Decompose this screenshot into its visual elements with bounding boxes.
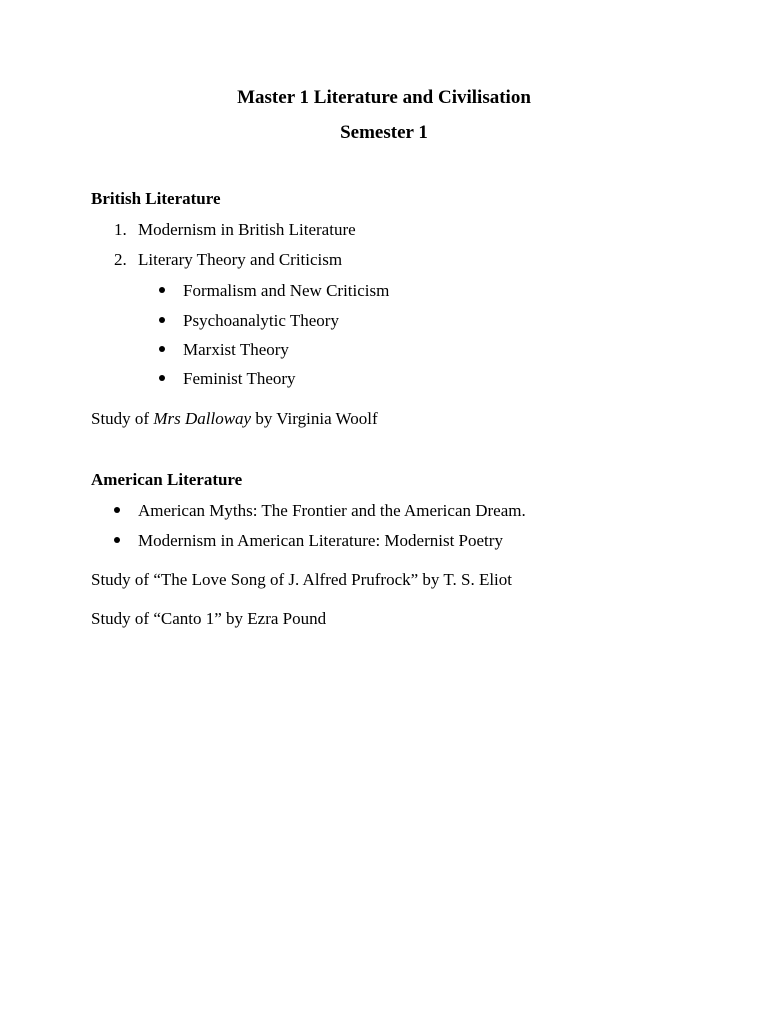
list-item-text: Modernism in British Literature [138,220,356,239]
study-prefix: Study of [91,409,154,428]
list-item-text: Feminist Theory [183,369,296,388]
list-item-text: Literary Theory and Criticism [138,250,343,269]
study-dalloway-line [91,410,378,427]
bullet-icon [159,346,165,352]
list-item-text: Psychoanalytic Theory [183,311,339,330]
list-item-text: Marxist Theory [183,340,289,359]
study-canto-line: Study of “Canto 1” by Ezra Pound [91,609,327,628]
document-subtitle: Semester 1 [340,122,428,143]
study-prufrock-line: Study of “The Love Song of J. Alfred Prufrock” by T. S. Eliot [91,570,513,589]
list-item-text: American Myths: The Frontier and the American Dream. [138,501,526,520]
list-item-text: Formalism and New Criticism [183,281,390,300]
american-literature-heading: American Literature [91,470,243,489]
bullet-icon [159,317,165,323]
list-number: 1. [114,220,127,239]
work-title: Mrs Dalloway [153,409,252,428]
british-literature-heading: British Literature [91,189,221,208]
list-item-text: Modernism in American Literature: Modernist Poetry [138,531,503,550]
study-suffix: by Virginia Woolf [251,409,378,428]
bullet-icon [159,287,165,293]
bullet-icon [114,537,120,543]
list-number: 2. [114,250,127,269]
bullet-icon [159,375,165,381]
bullet-icon [114,507,120,513]
document-title: Master 1 Literature and Civilisation [237,87,531,108]
